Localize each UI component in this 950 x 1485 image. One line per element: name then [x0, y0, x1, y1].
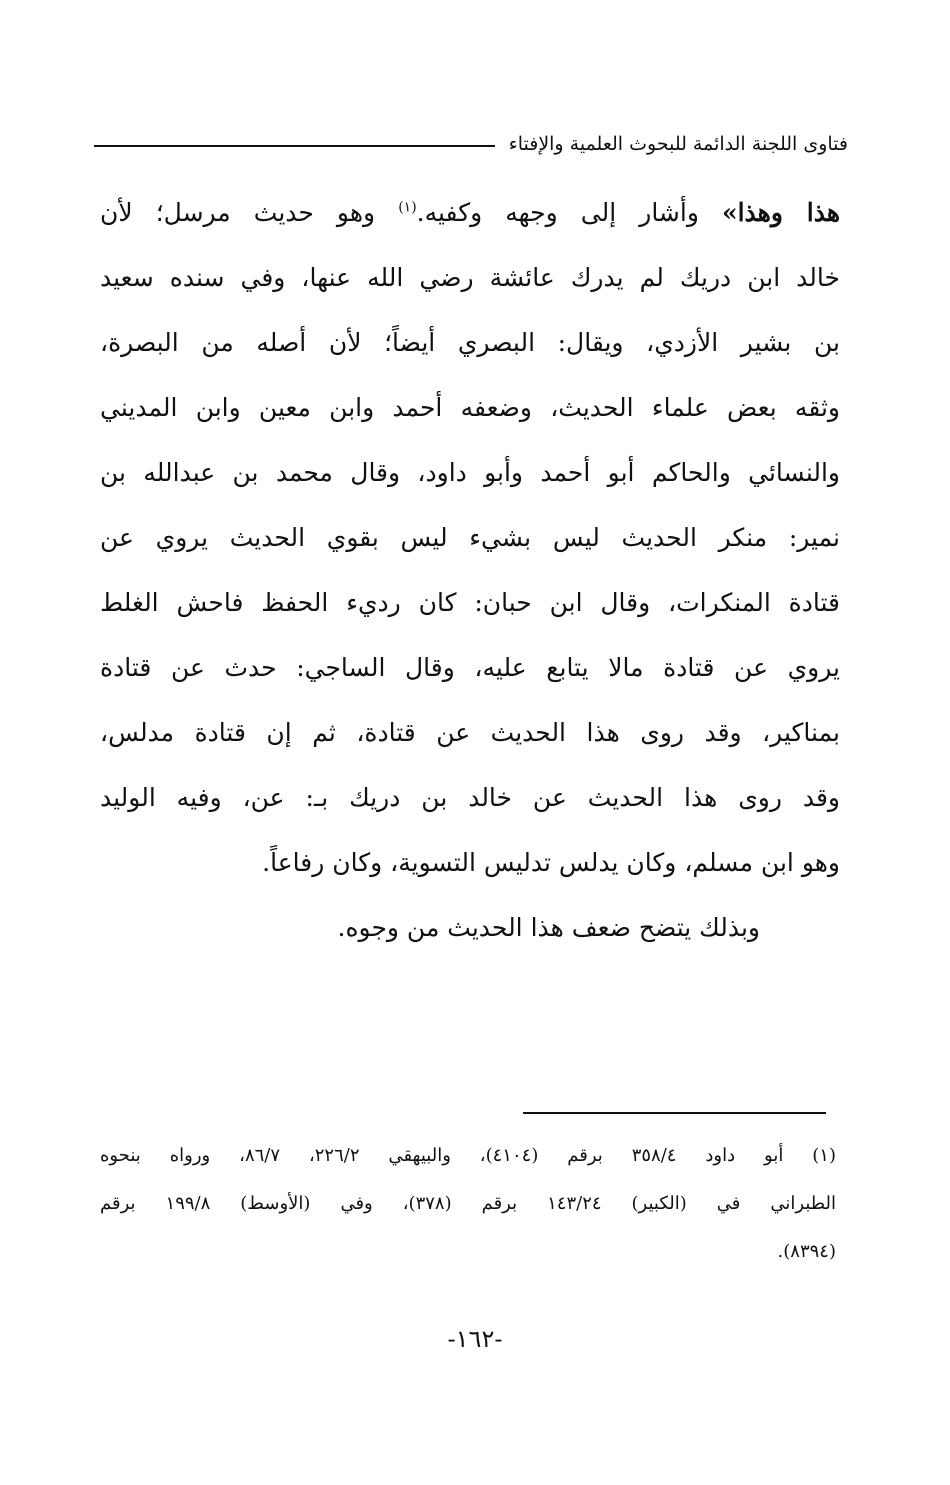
text-line-1 — [100, 180, 840, 245]
line1-text: وأشار إلى وجهه وكفيه. — [416, 198, 722, 227]
text-line-7: قتادة المنكرات، وقال ابن حبان: كان رديء الحفظ فاحش الغلط — [100, 588, 840, 617]
text-line-11: وهو ابن مسلم، وكان يدلس تدليس التسوية، وكان رفاعاً. — [262, 848, 840, 877]
text-line-8: يروي عن قتادة مالا يتابع عليه، وقال الساجي: حدث عن قتادة — [100, 653, 840, 682]
quote-end-bold: هذا وهذا» — [721, 198, 840, 227]
text-line-2: خالد ابن دريك لم يدرك عائشة رضي الله عنها، وفي سنده سعيد — [100, 263, 840, 292]
text-line-6: نمير: منكر الحديث ليس بشيء ليس بقوي الحديث يروي عن — [100, 523, 840, 552]
text-line-10: وقد روى هذا الحديث عن خالد بن دريك بـ: عن، وفيه الوليد — [100, 783, 840, 812]
conclusion-line: وبذلك يتضح ضعف هذا الحديث من وجوه. — [337, 913, 760, 942]
line1-rest: وهو حديث مرسل؛ لأن — [100, 198, 399, 227]
header-rule — [94, 145, 495, 147]
text-line-4: وثقه بعض علماء الحديث، وضعفه أحمد وابن معين وابن المديني — [100, 393, 840, 422]
footnotes — [100, 1132, 836, 1276]
text-line-3: بن بشير الأزدي، ويقال: البصري أيضاً؛ لأن أصله من البصرة، — [100, 328, 840, 357]
text-line-9: بمناكير، وقد روى هذا الحديث عن قتادة، ثم إن قتادة مدلس، — [100, 718, 840, 747]
footnote-line-1: (١) أبو داود ٣٥٨/٤ برقم (٤١٠٤)، والبيهقي ٢٢٦/٢، ٨٦/٧، ورواه بنحوه — [100, 1145, 836, 1166]
footnote-separator — [523, 1112, 826, 1114]
header-title: فتاوى اللجنة الدائمة للبحوث العلمية والإفتاء — [508, 133, 848, 155]
main-text — [100, 180, 840, 960]
footnote-line-3: (٨٣٩٤). — [777, 1241, 836, 1262]
running-header — [94, 124, 848, 164]
footnote-ref: (١) — [398, 199, 417, 216]
footnote-line-2: الطبراني في (الكبير) ١٤٣/٢٤ برقم (٣٧٨)، وفي (الأوسط) ١٩٩/٨ برقم — [100, 1193, 836, 1214]
text-line-5: والنسائي والحاكم أبو أحمد وأبو داود، وقال محمد بن عبدالله بن — [100, 458, 840, 487]
page-number: -١٦٢- — [447, 1325, 503, 1353]
